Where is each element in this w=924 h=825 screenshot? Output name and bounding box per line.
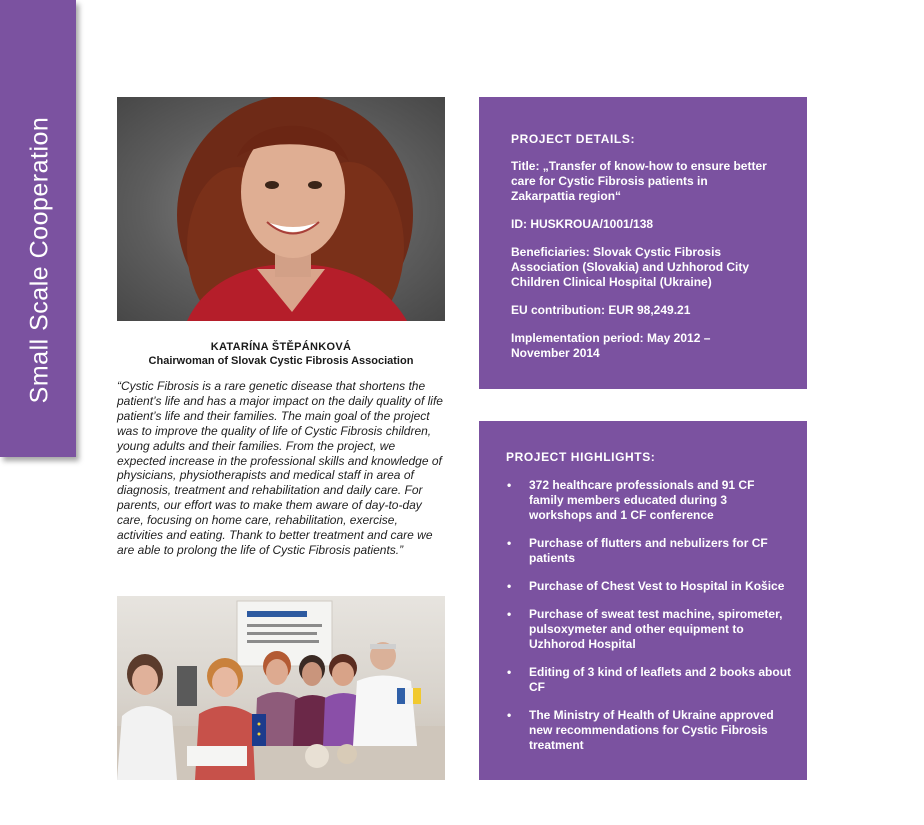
- bullet-icon: •: [507, 579, 512, 593]
- portrait-photo: [117, 97, 445, 321]
- detail-eu-contribution: EU contribution: EUR 98,249.21: [511, 303, 691, 317]
- project-highlights-heading: PROJECT HIGHLIGHTS:: [506, 450, 656, 464]
- bullet-icon: •: [507, 536, 512, 550]
- project-highlights-panel: [479, 421, 807, 780]
- project-details-panel: [479, 97, 807, 389]
- highlight-text: Purchase of flutters and nebulizers for CF patients: [529, 536, 768, 565]
- list-item: [507, 607, 792, 652]
- list-item: [507, 708, 792, 753]
- bullet-icon: •: [507, 478, 512, 492]
- testimonial-quote: “Cystic Fibrosis is a rare genetic disease that shortens the patient’s life and has a major impact on the daily quality of life patient’s life and their families. The main goal of the project was to improve the quality of life of Cystic Fibrosis children, young adults and their families. From the project, we expected increase in the professional skills and knowledge of physicians, physiotherapists and medical staff in area of diagnosis, treatment and rehabilitation and daily care. For parents, our effort was to make them aware of day-to-day care, focusing on home care, rehabilitation, exercise, activities and eating. Thank to better treatment and care we are able to prolong the life of Cystic Fibrosis patients.”: [117, 379, 443, 557]
- side-tab: [0, 0, 76, 457]
- group-illustration: [117, 596, 445, 780]
- list-item: [507, 536, 792, 566]
- person-role: Chairwoman of Slovak Cystic Fibrosis Association: [148, 355, 414, 367]
- list-item: [507, 478, 792, 523]
- highlight-text: The Ministry of Health of Ukraine approved new recommendations for Cystic Fibrosis treatment: [529, 708, 774, 752]
- bullet-icon: •: [507, 665, 512, 679]
- detail-beneficiaries: Beneficiaries: Slovak Cystic Fibrosis Association (Slovakia) and Uzhhorod City Children Clinical Hospital (Ukraine): [511, 245, 750, 289]
- person-name: KATARÍNA ŠTĚPÁNKOVÁ: [210, 341, 352, 353]
- detail-id: ID: HUSKROUA/1001/138: [511, 217, 654, 231]
- portrait-illustration: [117, 97, 445, 321]
- highlight-text: Purchase of sweat test machine, spirometer, pulsoxymeter and other equipment to Uzhhorod Hospital: [529, 607, 783, 651]
- list-item: [507, 665, 792, 695]
- bullet-icon: •: [507, 607, 512, 621]
- highlight-text: 372 healthcare professionals and 91 CF family members educated during 3 workshops and 1 CF conference: [529, 478, 755, 522]
- project-details-heading: PROJECT DETAILS:: [511, 132, 636, 146]
- project-details-list: [511, 159, 771, 374]
- highlight-text: Editing of 3 kind of leaflets and 2 books about CF: [529, 665, 792, 694]
- side-tab-label: Small Scale Cooperation: [25, 116, 54, 404]
- project-highlights-list: [507, 478, 792, 766]
- detail-title: Title: „Transfer of know-how to ensure better care for Cystic Fibrosis patients in Zakarpattia region“: [511, 159, 767, 203]
- list-item: [507, 579, 792, 594]
- highlight-text: Purchase of Chest Vest to Hospital in Košice: [529, 579, 785, 593]
- group-photo: [117, 596, 445, 780]
- bullet-icon: •: [507, 708, 512, 722]
- detail-implementation-period: Implementation period: May 2012 – November 2014: [511, 331, 711, 360]
